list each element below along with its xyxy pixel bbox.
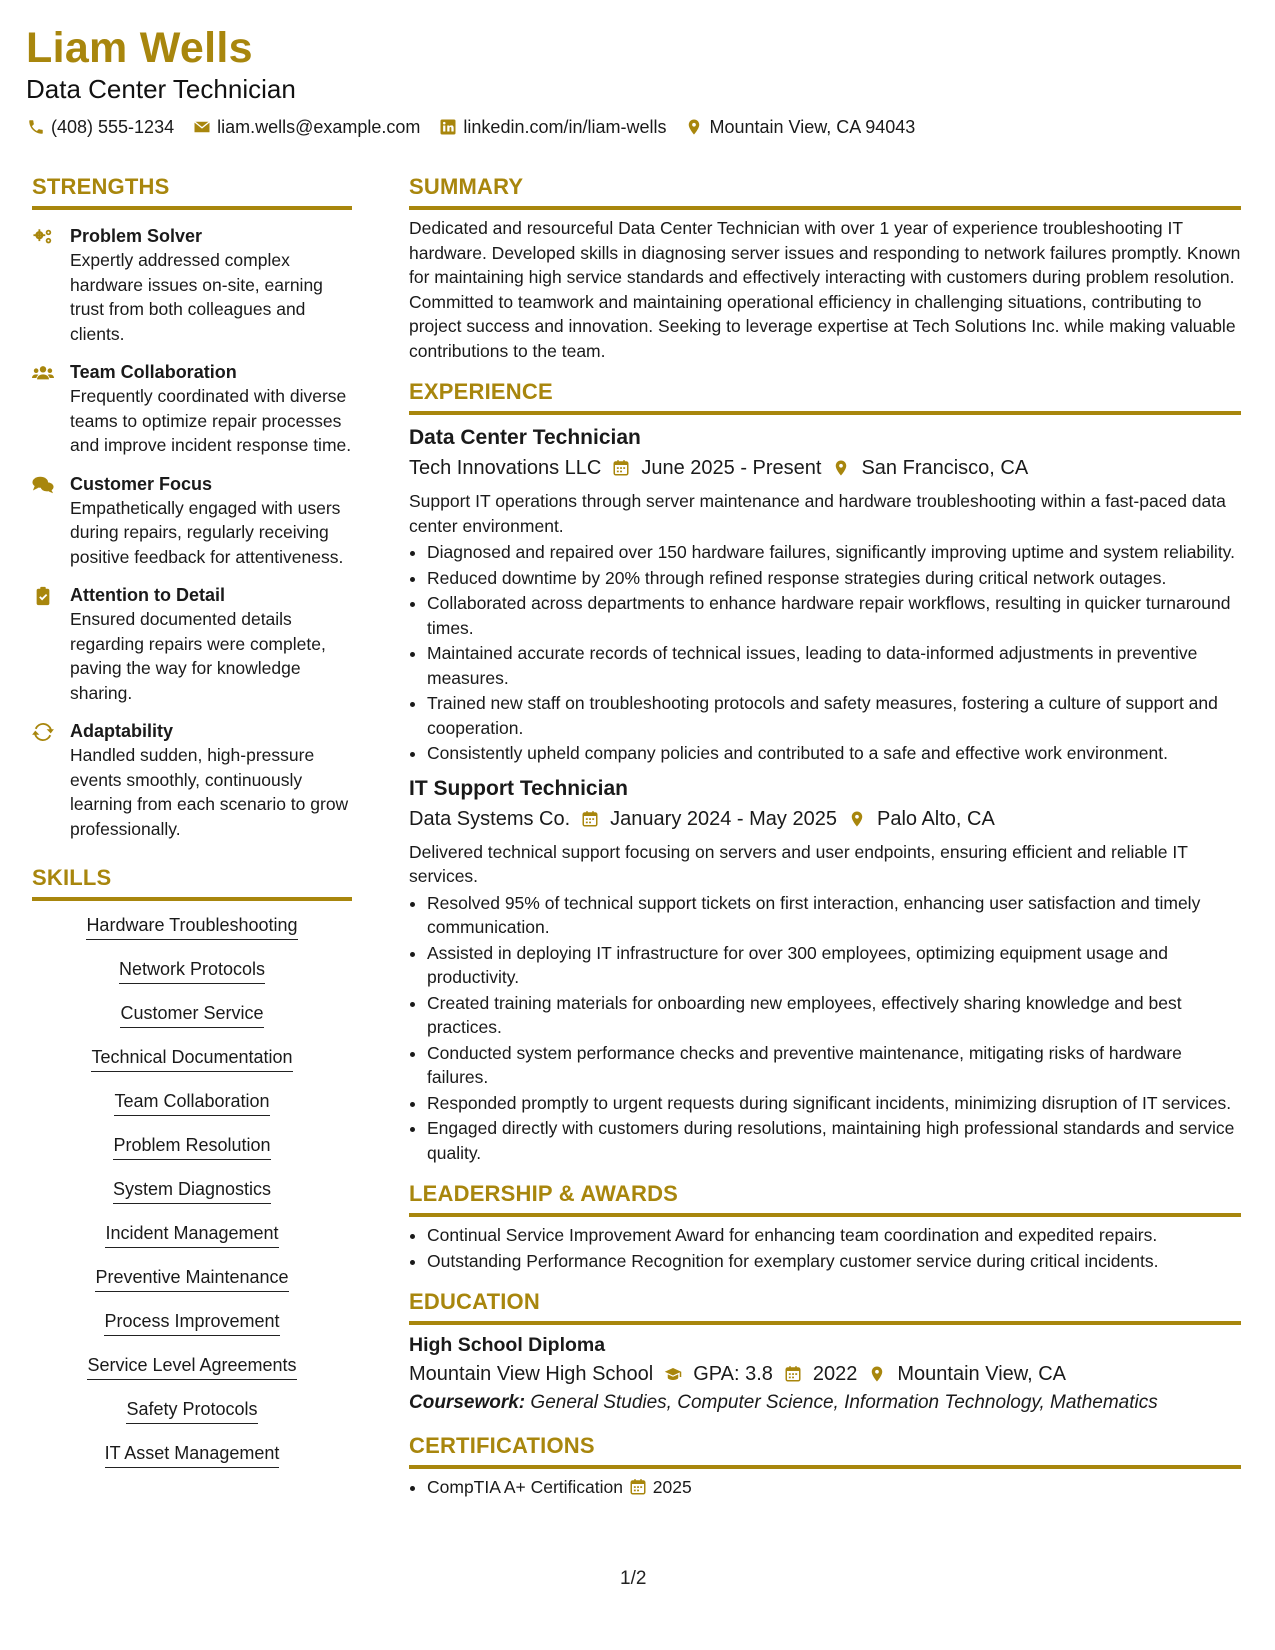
job-bullet: • Responded promptly to urgent requests during significant incidents, minimizing disruption of IT services.	[427, 1091, 1241, 1116]
job-bullet: • Created training materials for onboarding new employees, effectively sharing knowledge and best practices.	[427, 991, 1241, 1040]
skill-item: Problem Resolution	[113, 1133, 270, 1160]
envelope-icon	[192, 117, 212, 137]
clipboard-check-icon	[32, 583, 60, 705]
job-bullet: • Reduced downtime by 20% through refined response strategies during critical network outages.	[427, 566, 1241, 591]
gpa-text: GPA: 3.8	[693, 1363, 773, 1385]
job-location: San Francisco, CA	[861, 457, 1029, 479]
graduation-year: 2022	[812, 1363, 858, 1385]
resume-header	[26, 22, 1246, 140]
map-pin-icon	[867, 1364, 887, 1384]
job-company: Tech Innovations LLC	[409, 457, 602, 479]
job-bullet: • Trained new staff on troubleshooting protocols and safety measures, fostering a culture of support and cooperation.	[427, 691, 1241, 740]
calendar-icon	[580, 809, 600, 829]
contact-location	[684, 114, 915, 140]
strength-title: Team Collaboration	[70, 362, 237, 382]
strength-title: Customer Focus	[70, 473, 213, 494]
summary-section	[409, 172, 1241, 363]
experience-section	[409, 377, 1241, 1165]
skill-item: Technical Documentation	[91, 1045, 292, 1072]
job-bullets	[409, 891, 1241, 1166]
summary-text: Dedicated and resourceful Data Center Technician with over 1 year of experience troubleshooting IT hardware. Developed skills in diagnosing server issues and responding to network failures promptly. Known for maintaining high service standards and effectively interacting with customers during problem resolution. Committed to teamwork and maintaining operational efficiency in challenging situations, contributing to project success and innovation. Seeking to leverage expertise at Tech Solutions Inc. while making valuable contributions to the team.	[409, 218, 1241, 361]
left-column	[32, 172, 352, 1485]
strength-item	[32, 583, 352, 705]
certifications-heading: CERTIFICATIONS	[409, 1431, 1241, 1469]
skill-item: Preventive Maintenance	[95, 1265, 288, 1292]
graduation-cap-icon	[663, 1364, 683, 1384]
strengths-list	[32, 224, 352, 841]
job-bullet: • Engaged directly with customers during resolutions, maintaining high professional standards and service quality.	[427, 1116, 1241, 1165]
job-bullet: • Consistently upheld company policies and contributed to a safe and effective work environment.	[427, 741, 1241, 766]
job-entry	[409, 423, 1241, 766]
skills-list	[32, 913, 352, 1485]
map-pin-icon	[684, 117, 704, 137]
job-company: Data Systems Co.	[409, 807, 571, 830]
skill-item: Customer Service	[120, 1001, 263, 1028]
job-location: Palo Alto, CA	[876, 807, 995, 830]
strength-item	[32, 719, 352, 841]
job-meta	[409, 453, 1241, 483]
gears-icon	[32, 224, 60, 346]
skill-item: Network Protocols	[119, 957, 265, 984]
strengths-heading: STRENGTHS	[32, 172, 352, 210]
certification-year: 2025	[652, 1477, 692, 1497]
linkedin-text[interactable]: linkedin.com/in/liam-wells	[463, 117, 667, 137]
right-column	[409, 172, 1241, 1514]
strength-item	[32, 224, 352, 346]
candidate-name: Liam Wells	[26, 24, 253, 72]
calendar-icon	[628, 1477, 648, 1497]
certification-name: CompTIA A+ Certification	[427, 1477, 623, 1497]
job-description: Delivered technical support focusing on servers and user endpoints, ensuring efficient and reliable IT services.	[409, 841, 1188, 886]
leadership-section	[409, 1179, 1241, 1273]
skill-item: Team Collaboration	[114, 1089, 269, 1116]
phone-icon	[26, 117, 46, 137]
linkedin-icon	[438, 117, 458, 137]
skill-item: System Diagnostics	[113, 1177, 271, 1204]
strength-title: Problem Solver	[70, 226, 203, 246]
strength-title: Adaptability	[70, 721, 174, 741]
skill-item: Process Improvement	[104, 1309, 279, 1336]
contact-linkedin[interactable]	[438, 114, 666, 140]
job-entry	[409, 774, 1241, 1166]
job-title: Data Center Technician	[409, 426, 641, 449]
school-name: Mountain View High School	[409, 1363, 654, 1385]
coursework-text: General Studies, Computer Science, Information Technology, Mathematics	[530, 1392, 1158, 1413]
email-text[interactable]: liam.wells@example.com	[217, 117, 421, 137]
comments-icon	[32, 472, 60, 570]
job-bullet: • Resolved 95% of technical support tickets on first interaction, enhancing user satisfaction and timely communication.	[427, 891, 1241, 940]
strength-description: Ensured documented details regarding repairs were complete, paving the way for knowledge sharing.	[70, 609, 326, 703]
candidate-title: Data Center Technician	[26, 74, 296, 104]
job-description: Support IT operations through server maintenance and hardware troubleshooting within a fast-paced data center environment.	[409, 491, 1226, 536]
leadership-heading: LEADERSHIP & AWARDS	[409, 1179, 1241, 1217]
skill-item: IT Asset Management	[105, 1441, 280, 1468]
education-heading: EDUCATION	[409, 1287, 1241, 1325]
job-bullet: • Diagnosed and repaired over 150 hardware failures, significantly improving uptime and system reliability.	[427, 540, 1241, 565]
page-number: 1/2	[620, 1568, 647, 1589]
degree-title: High School Diploma	[409, 1334, 606, 1356]
leadership-list	[409, 1223, 1241, 1273]
users-icon	[32, 360, 60, 458]
strength-item	[32, 472, 352, 570]
contact-email[interactable]	[192, 114, 420, 140]
education-meta	[409, 1359, 1241, 1389]
strength-description: Empathetically engaged with users during repairs, regularly receiving positive feedback for attentiveness.	[70, 497, 344, 567]
education-section	[409, 1287, 1241, 1417]
summary-heading: SUMMARY	[409, 172, 1241, 210]
strength-description: Frequently coordinated with diverse teams to optimize repair processes and improve incident response time.	[70, 386, 352, 455]
certifications-section	[409, 1431, 1241, 1500]
job-bullet: • Conducted system performance checks and preventive maintenance, mitigating risks of hardware failures.	[427, 1041, 1241, 1090]
strength-title: Attention to Detail	[70, 585, 225, 605]
location-text: Mountain View, CA 94043	[709, 117, 916, 137]
contact-phone	[26, 114, 174, 140]
strength-description: Handled sudden, high-pressure events smoothly, continuously learning from each scenario to grow professionally.	[70, 745, 349, 839]
job-dates: January 2024 - May 2025	[610, 807, 837, 830]
skill-item: Incident Management	[105, 1221, 278, 1248]
skill-item: Service Level Agreements	[87, 1353, 296, 1380]
phone-text: (408) 555-1234	[51, 117, 175, 137]
award-item: • Continual Service Improvement Award for enhancing team coordination and expedited repairs.	[427, 1223, 1241, 1248]
job-bullets	[409, 540, 1241, 766]
coursework-label: Coursework:	[409, 1392, 526, 1413]
sync-icon	[32, 719, 60, 841]
skill-item: Safety Protocols	[126, 1397, 257, 1424]
map-pin-icon	[831, 458, 851, 478]
job-bullet: • Collaborated across departments to enhance hardware repair workflows, resulting in quicker turnaround times.	[427, 591, 1241, 640]
map-pin-icon	[847, 809, 867, 829]
job-bullet: • Assisted in deploying IT infrastructure for over 300 employees, optimizing equipment usage and productivity.	[427, 941, 1241, 990]
strength-description: Expertly addressed complex hardware issues on-site, earning trust from both colleagues and clients.	[70, 250, 323, 344]
strength-item	[32, 360, 352, 458]
job-meta	[409, 804, 1241, 834]
skill-item: Hardware Troubleshooting	[86, 913, 297, 940]
award-item: • Outstanding Performance Recognition for exemplary customer service during critical incidents.	[427, 1249, 1241, 1274]
job-bullet: • Maintained accurate records of technical issues, leading to data-informed adjustments in preventive measures.	[427, 641, 1241, 690]
coursework	[409, 1389, 1241, 1417]
calendar-icon	[783, 1364, 803, 1384]
calendar-icon	[611, 458, 631, 478]
certifications-list	[409, 1475, 1241, 1500]
job-title: IT Support Technician	[409, 776, 628, 800]
certification-item	[427, 1475, 1241, 1500]
school-location: Mountain View, CA	[897, 1363, 1067, 1385]
experience-heading: EXPERIENCE	[409, 377, 1241, 415]
skills-heading: SKILLS	[32, 863, 352, 901]
job-dates: June 2025 - Present	[641, 457, 822, 479]
contact-row	[26, 114, 1246, 140]
